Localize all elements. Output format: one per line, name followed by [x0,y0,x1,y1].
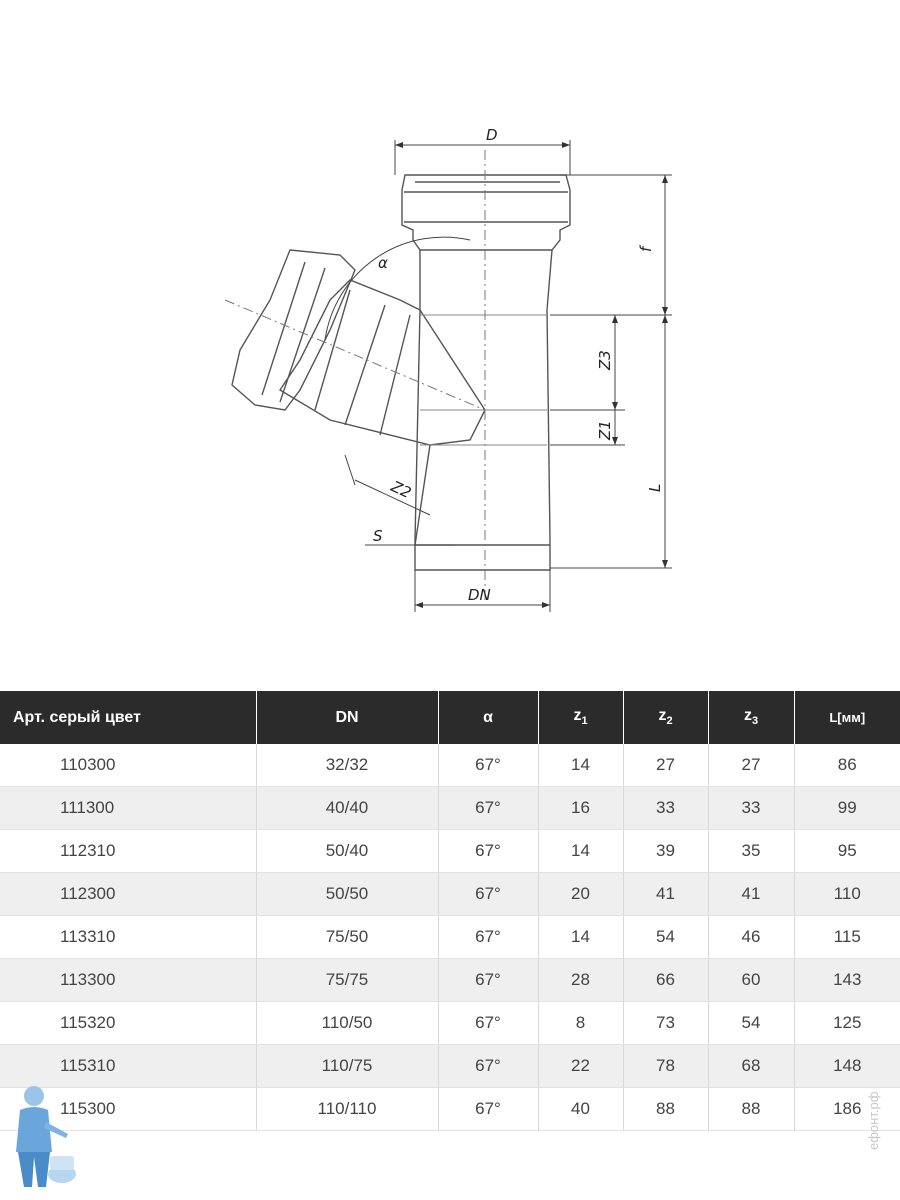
cell-z1: 22 [538,1045,623,1088]
cell-alpha: 67° [438,916,538,959]
cell-z1: 40 [538,1088,623,1131]
cell-alpha: 67° [438,1088,538,1131]
cell-l: 110 [794,873,900,916]
cell-z2: 54 [623,916,708,959]
table-row [0,959,900,1002]
cell-z3: 68 [708,1045,794,1088]
label-f: f [637,246,655,252]
label-z3: Z3 [596,350,614,370]
cell-alpha: 67° [438,744,538,787]
cell-alpha: 67° [438,830,538,873]
header-z2: $z_2$ [623,691,708,744]
cell-z3: 54 [708,1002,794,1045]
cell-art: 115310 [0,1045,256,1088]
header-art: Арт. серый цвет [0,691,256,744]
cell-z1: 14 [538,830,623,873]
header-z3: $z_3$ [708,691,794,744]
cell-z2: 73 [623,1002,708,1045]
cell-alpha: 67° [438,959,538,1002]
table-header-row [0,691,900,744]
cell-z2: 88 [623,1088,708,1131]
cell-art: 112300 [0,873,256,916]
dim-f-L [550,175,672,568]
table-row [0,1002,900,1045]
table-row [0,787,900,830]
cell-z3: 41 [708,873,794,916]
cell-art: 110300 [0,744,256,787]
cell-alpha: 67° [438,1002,538,1045]
cell-alpha: 67° [438,1045,538,1088]
socket-ring [404,192,568,222]
label-D: D [486,126,498,144]
header-l: L[мм] [794,691,900,744]
cell-z3: 27 [708,744,794,787]
table-row [0,916,900,959]
cell-z1: 16 [538,787,623,830]
cell-l: 95 [794,830,900,873]
cell-l: 99 [794,787,900,830]
cell-dn: 75/75 [256,959,438,1002]
cell-art: 113300 [0,959,256,1002]
cell-z3: 88 [708,1088,794,1131]
table-row [0,1045,900,1088]
cell-z1: 28 [538,959,623,1002]
cell-l: 115 [794,916,900,959]
cell-dn: 75/50 [256,916,438,959]
label-z2: Z2 [388,477,414,503]
table-row [0,873,900,916]
cell-z3: 35 [708,830,794,873]
header-z1: $z_1$ [538,691,623,744]
cell-z3: 33 [708,787,794,830]
cell-z2: 78 [623,1045,708,1088]
cell-z2: 39 [623,830,708,873]
cell-z1: 14 [538,916,623,959]
cell-alpha: 67° [438,787,538,830]
cell-art: 115320 [0,1002,256,1045]
cell-alpha: 67° [438,873,538,916]
cell-dn: 110/110 [256,1088,438,1131]
cell-art: 112310 [0,830,256,873]
site-watermark: ефонт.рф [866,1091,881,1150]
cell-z1: 8 [538,1002,623,1045]
cell-z2: 41 [623,873,708,916]
cell-dn: 50/40 [256,830,438,873]
table-row [0,830,900,873]
cell-dn: 110/75 [256,1045,438,1088]
cell-z2: 66 [623,959,708,1002]
cell-z1: 20 [538,873,623,916]
cell-l: 125 [794,1002,900,1045]
cell-z3: 60 [708,959,794,1002]
cell-l: 186 [794,1088,900,1131]
cell-z3: 46 [708,916,794,959]
cell-l: 143 [794,959,900,1002]
label-alpha: α [378,254,388,272]
label-DN: DN [468,586,491,604]
header-alpha: α [438,691,538,744]
label-z1: Z1 [596,420,614,440]
cell-z2: 33 [623,787,708,830]
table-row [0,744,900,787]
branch-body [280,280,485,445]
cell-dn: 110/50 [256,1002,438,1045]
cell-art: 113310 [0,916,256,959]
label-L: L [646,483,664,492]
table-row [0,1088,900,1131]
cell-dn: 50/50 [256,873,438,916]
cell-dn: 32/32 [256,744,438,787]
header-dn: DN [256,691,438,744]
cell-art: 111300 [0,787,256,830]
cell-l: 86 [794,744,900,787]
branch-socket [232,250,355,410]
plumber-mascot-logo [6,1082,78,1194]
dim-D [395,140,570,175]
cell-dn: 40/40 [256,787,438,830]
label-S: S [373,527,383,545]
cell-z2: 27 [623,744,708,787]
cell-l: 148 [794,1045,900,1088]
cell-z1: 14 [538,744,623,787]
cell-art: 115300 [0,1088,256,1131]
dimensions-table [0,691,900,1131]
